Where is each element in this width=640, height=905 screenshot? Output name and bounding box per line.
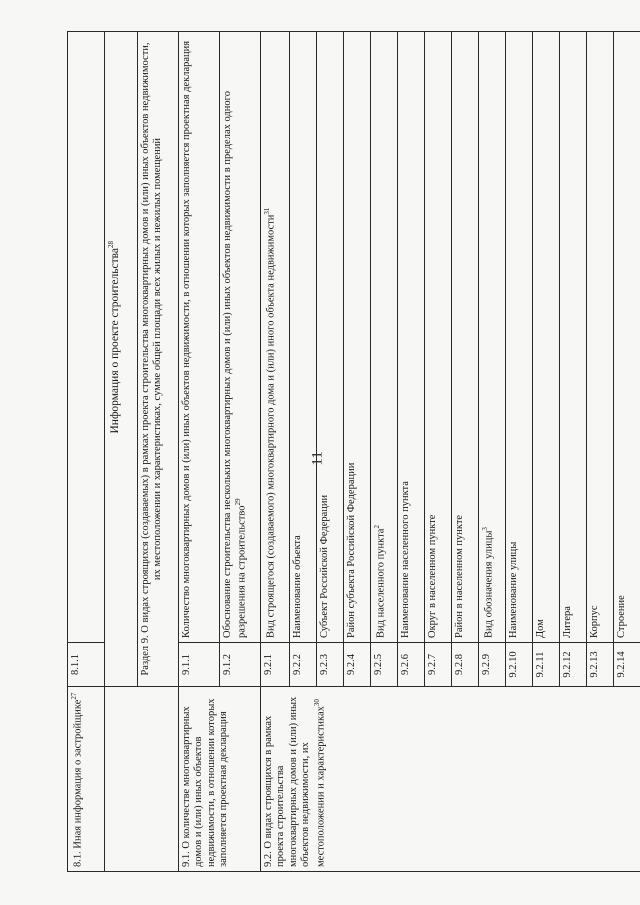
code-cell: 9.2.1 (261, 643, 290, 687)
code-cell: 9.2.5 (371, 643, 398, 687)
label-cell: Строение (614, 32, 640, 643)
code-cell: 9.2.3 (317, 643, 344, 687)
label-cell: Количество многоквартирных домов и (или) иных объектов недвижимости, в отношении которых заполняется проектная декларация (179, 32, 220, 643)
group-9-1: 9.1. О количестве многоквартирных домов и (или) иных объектов недвижимости, в отношении которых заполняется проектная декларация (179, 687, 261, 872)
label-cell: Вид строящегося (создаваемого) многоквартирного дома и (или) иного объекта недвижимости$^{31}$ (261, 32, 290, 643)
label-cell: Вид обозначения улицы$^3$ (479, 32, 506, 643)
code-cell: 9.2.7 (425, 643, 452, 687)
code-cell: 9.2.8 (452, 643, 479, 687)
declaration-table-rotated (67, 32, 627, 872)
code-cell: 9.2.4 (344, 643, 371, 687)
table-row (105, 32, 138, 872)
label-cell: Субъект Российской Федерации (317, 32, 344, 643)
section-9-title: Раздел 9. О видах строящихся (создаваемых) в рамках проекта строительства многоквартирных домов и (или) иных объектов недвижимости, их местоположении и характеристиках, сумме общей площади всех жилых и нежилых помещений (138, 32, 179, 687)
code-cell: 9.1.1 (179, 643, 220, 687)
value-cell (68, 32, 105, 643)
code-cell: 9.2.2 (290, 643, 317, 687)
page-number: 11 (309, 451, 326, 466)
label-cell: Наименование улицы (506, 32, 533, 643)
code-cell: 9.1.2 (220, 643, 261, 687)
label-cell: Район в населенном пункте (452, 32, 479, 643)
label-cell: Корпус (587, 32, 614, 643)
code-cell: 9.2.9 (479, 643, 506, 687)
group-cell: 8.1. Иная информация о застройщике$^{27}$ (68, 687, 105, 872)
group-9-2: 9.2. О видах строящихся в рамках проекта строительства многоквартирных домов и (или) иных объектов недвижимости, их местоположении и характеристиках$^{30}$ (261, 687, 640, 872)
label-cell: Округ в населенном пункте (425, 32, 452, 643)
code-cell: 9.2.10 (506, 643, 533, 687)
label-cell: Вид населенного пункта$^2$ (371, 32, 398, 643)
declaration-table (67, 31, 640, 872)
label-cell: Наименование населенного пункта (398, 32, 425, 643)
info-title: Информация о проекте строительства$^{28}$ (105, 32, 138, 643)
code-cell (105, 643, 138, 687)
label-cell: Обоснование строительства нескольких многоквартирных домов и (или) иных объектов недвижимости в пределах одного разрешения на строительство$^{29}$ (220, 32, 261, 643)
code-cell: 9.2.13 (587, 643, 614, 687)
code-cell: 9.2.11 (533, 643, 560, 687)
table-row (68, 32, 105, 872)
code-cell: 8.1.1 (68, 643, 105, 687)
code-cell: 9.2.12 (560, 643, 587, 687)
table-row (261, 32, 290, 872)
label-cell: Район субъекта Российской Федерации (344, 32, 371, 643)
label-cell: Дом (533, 32, 560, 643)
code-cell: 9.2.6 (398, 643, 425, 687)
label-cell: Наименование объекта (290, 32, 317, 643)
code-cell: 9.2.14 (614, 643, 640, 687)
table-row (179, 32, 220, 872)
group-cell (105, 687, 179, 872)
label-cell: Литера (560, 32, 587, 643)
